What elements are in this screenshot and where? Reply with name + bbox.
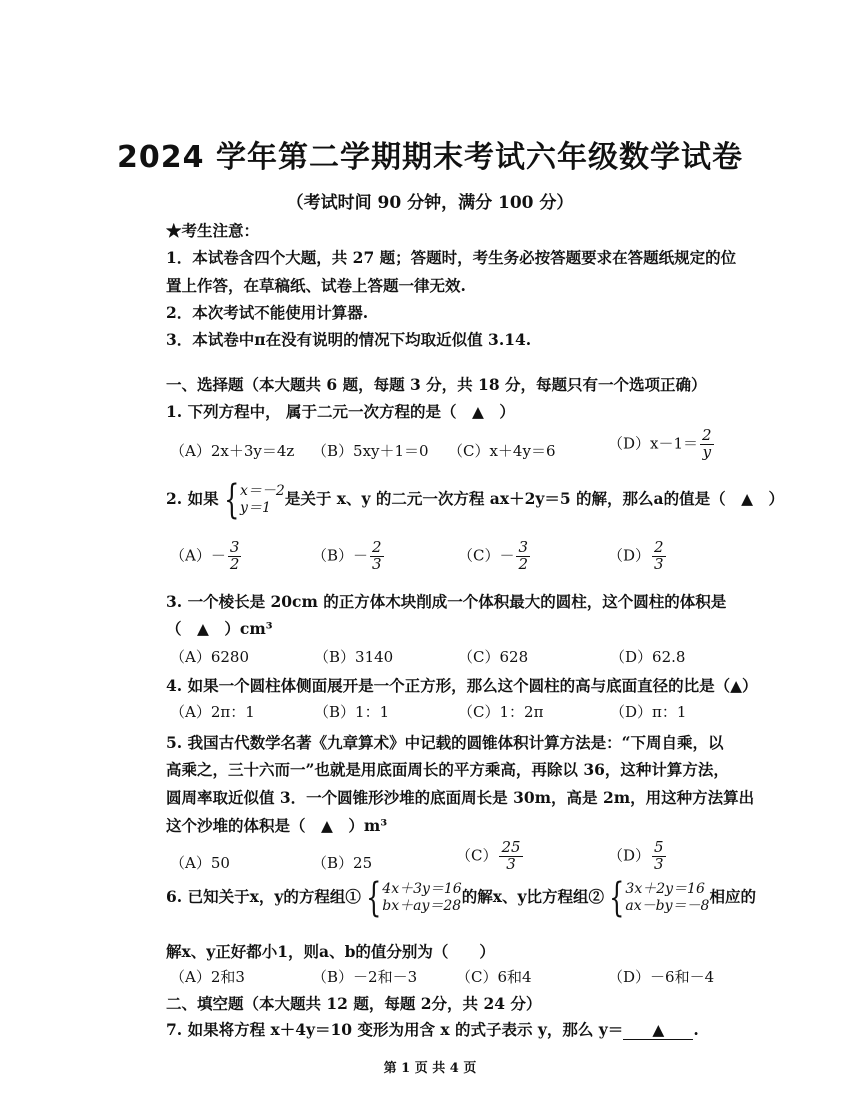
option-a: （A）2和3: [170, 968, 245, 986]
notice-item: 置上作答，在草稿纸、试卷上答题一律无效.: [166, 276, 466, 295]
option-a: （A）50: [170, 854, 230, 872]
question-stem-cont: 高乘之，三十六而一”也就是用底面周长的平方乘高，再除以 36，这种计算方法，: [166, 760, 729, 779]
option-d: （D） $\frac{5}{3}$: [608, 838, 664, 873]
notice-item: 2．本次考试不能使用计算器.: [166, 303, 369, 322]
option-d: （D） $\frac{2}{3}$: [608, 538, 664, 573]
question-stem-cont: 圆周率取近似值 3．一个圆锥形沙堆的底面周长是 30m，高是 2m，用这种方法算出: [166, 788, 755, 807]
notice-heading: ★考生注意：: [166, 221, 260, 240]
option-c: （C）1：2π: [458, 703, 544, 721]
exam-info: （考试时间 90 分钟，满分 100 分）: [286, 193, 574, 213]
question-stem: 5. 我国古代数学名著《九章算术》中记载的圆锥体积计算方法是：“下周自乘，以: [166, 733, 724, 752]
option-a: （A）2x＋3y＝4z: [170, 442, 295, 460]
option-d: （D）x－1＝ $\frac{2}{y}$: [608, 426, 712, 461]
option-c: （C） $\frac{25}{3}$: [456, 838, 521, 873]
option-b: （B）5xy＋1＝0: [312, 442, 429, 460]
page-title: 2024 学年第二学期期末考试六年级数学试卷: [117, 140, 743, 175]
option-c: （C）－ $\frac{3}{2}$: [458, 538, 529, 573]
question-stem: 3. 一个棱长是 20cm 的正方体木块削成一个体积最大的圆柱，这个圆柱的体积是: [166, 592, 727, 611]
question-stem: 1. 下列方程中， 属于二元一次方程的是（ ▲ ）: [166, 402, 515, 421]
answer-blank: ▲: [623, 1020, 693, 1040]
section-heading: 二、填空题（本大题共 12 题，每题 2分，共 24 分）: [166, 994, 542, 1013]
question-stem: 4. 如果一个圆柱体侧面展开是一个正方形，那么这个圆柱的高与底面直径的比是（▲）: [166, 676, 758, 695]
option-c: （C）628: [458, 648, 529, 666]
question-stem-cont: 这个沙堆的体积是（ ▲ ）m³: [166, 816, 388, 835]
option-a: （A）6280: [170, 648, 250, 666]
option-c: （C）6和4: [456, 968, 532, 986]
option-d: （D）－6和－4: [608, 968, 715, 986]
option-a: （A）－ $\frac{3}{2}$: [170, 538, 240, 573]
option-b: （B）1：1: [314, 703, 390, 721]
section-heading: 一、选择题（本大题共 6 题，每题 3 分，共 18 分，每题只有一个选项正确）: [166, 375, 707, 394]
question-stem: 6. 已知关于x，y的方程组① { 4x＋3y＝16 bx＋ay＝28 的解x、y比方程组② { 3x＋2y＝16 ax－by＝－8 相应的: [166, 875, 756, 921]
page-number: 第 1 页 共 4 页: [383, 1061, 477, 1076]
option-d: （D）62.8: [610, 648, 686, 666]
option-b: （B）25: [312, 854, 373, 872]
option-b: （B）－ $\frac{2}{3}$: [312, 538, 382, 573]
question-stem-cont: （ ▲ ）cm³: [166, 619, 273, 638]
question-stem: 2. 如果 { x＝－2 y＝1 是关于 x、y 的二元一次方程 ax＋2y＝5 的解，那么a的值是（ ▲ ）: [166, 477, 785, 523]
option-c: （C）x＋4y＝6: [448, 442, 556, 460]
notice-item: 3．本试卷中π在没有说明的情况下均取近似值 3.14.: [166, 330, 532, 349]
option-a: （A）2π：1: [170, 703, 255, 721]
option-b: （B）－2和－3: [312, 968, 418, 986]
option-d: （D）π：1: [610, 703, 687, 721]
option-b: （B）3140: [314, 648, 394, 666]
notice-item: 1．本试卷含四个大题，共 27 题；答题时，考生务必按答题要求在答题纸规定的位: [166, 248, 737, 267]
question-stem: 7. 如果将方程 x＋4y＝10 变形为用含 x 的式子表示 y，那么 y＝ ▲ .: [166, 1020, 699, 1039]
question-stem-cont: 解x、y正好都小1，则a、b的值分别为（ ）: [166, 942, 495, 961]
